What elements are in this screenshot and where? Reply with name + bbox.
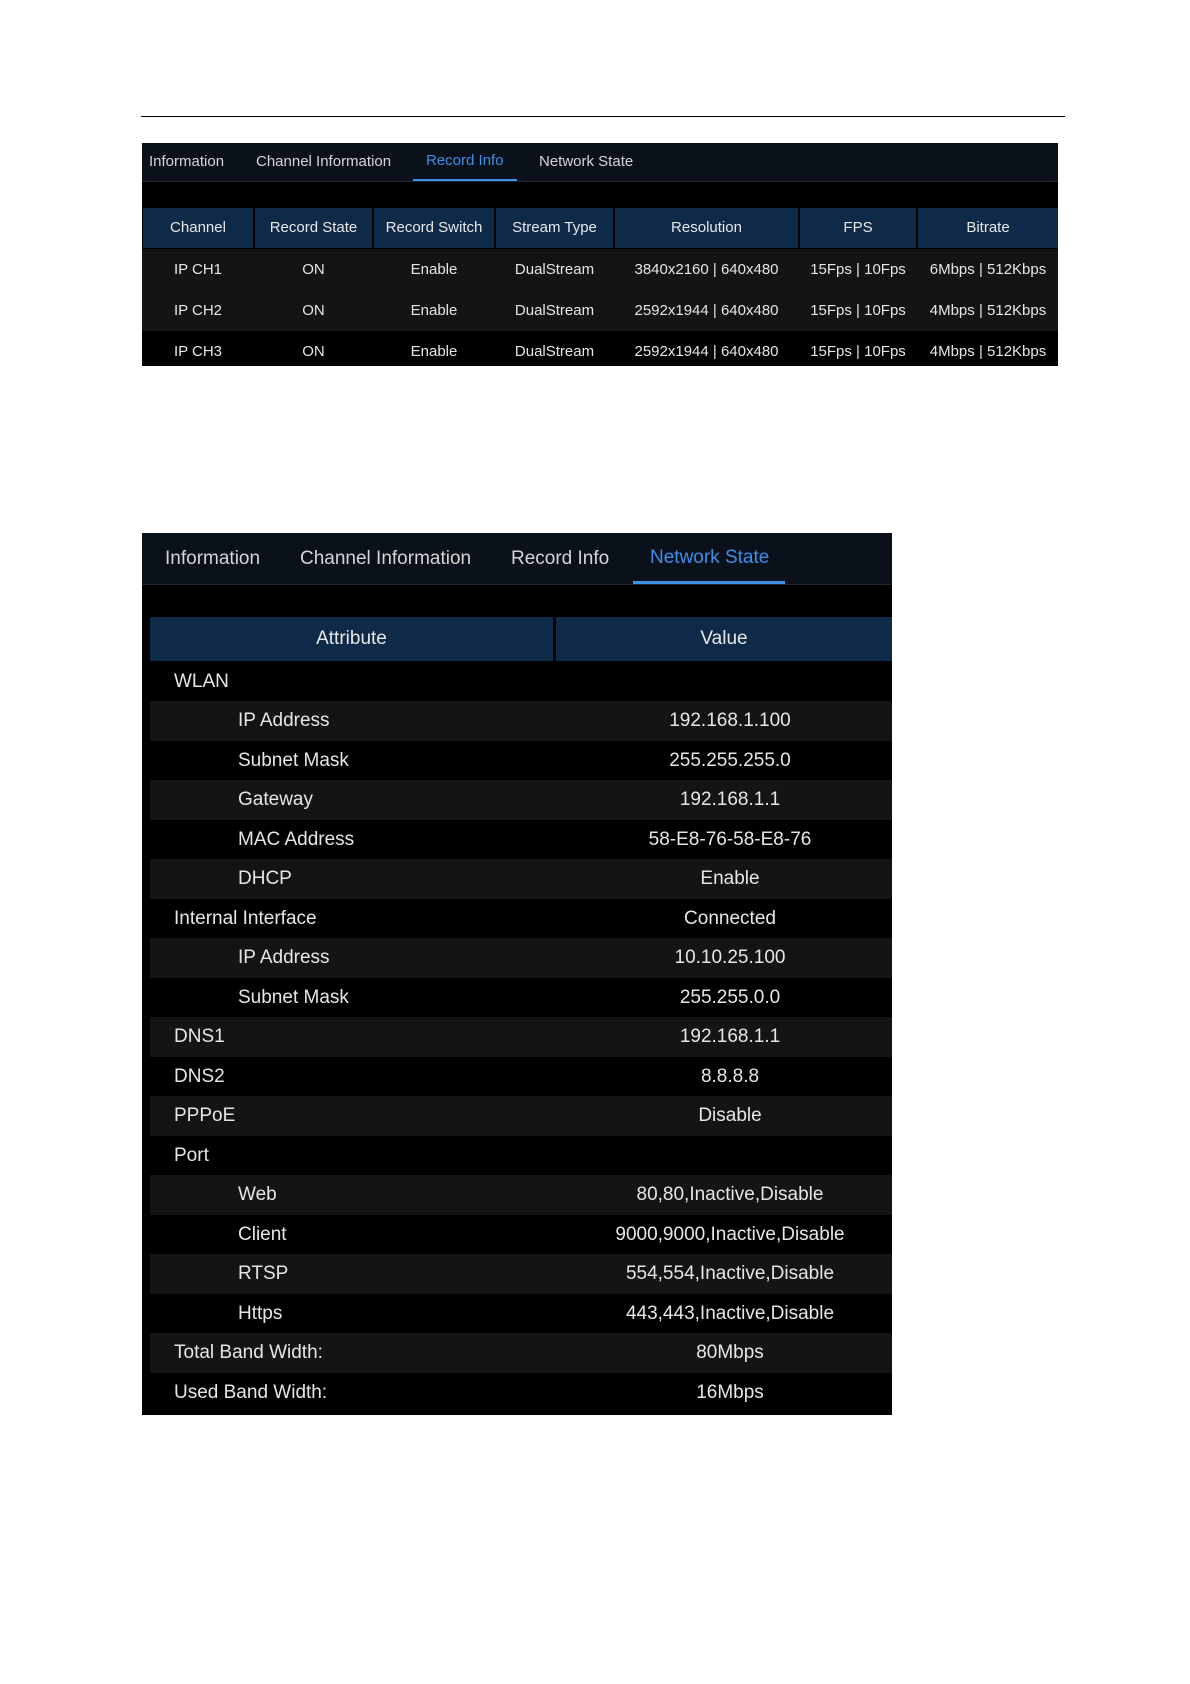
- tab-information[interactable]: Information: [165, 548, 261, 569]
- attribute-cell: IP Address: [238, 947, 330, 968]
- attribute-cell: PPPoE: [174, 1105, 236, 1126]
- cell-channel: IP CH1: [173, 261, 223, 278]
- record-info-panel: [142, 143, 1058, 366]
- value-cell: Connected: [684, 907, 776, 929]
- attribute-cell: Client: [238, 1223, 287, 1245]
- page-header-rule: [141, 116, 1065, 117]
- attribute-cell: Internal Interface: [174, 907, 317, 929]
- value-cell: 9000,9000,Inactive,Disable: [615, 1223, 845, 1245]
- value-cell: 80,80,Inactive,Disable: [636, 1184, 824, 1205]
- tab-network-state[interactable]: Network State: [539, 153, 634, 170]
- cell-record-switch: Enable: [410, 261, 458, 278]
- column-header-bitrate: Bitrate: [918, 208, 1058, 248]
- table-row: [150, 938, 892, 978]
- column-header-channel: Channel: [143, 208, 253, 248]
- table-row: [150, 662, 892, 702]
- attribute-cell: Web: [238, 1184, 277, 1205]
- cell-record-state: ON: [302, 343, 325, 360]
- attribute-cell: DHCP: [238, 868, 292, 889]
- value-cell: [550, 662, 910, 702]
- table-row: [142, 290, 1058, 331]
- table-row: [150, 820, 892, 860]
- cell-resolution: 2592x1944 | 640x480: [634, 302, 779, 319]
- column-header-value: Value: [556, 617, 892, 661]
- attribute-cell: Https: [238, 1302, 283, 1324]
- tab-channel-information[interactable]: Channel Information: [300, 548, 472, 569]
- column-header-record-switch: Record Switch: [374, 208, 494, 248]
- cell-stream-type: DualStream: [514, 343, 595, 360]
- value-cell: 192.168.1.1: [679, 789, 781, 810]
- attribute-cell: WLAN: [174, 670, 229, 692]
- table-row: [142, 331, 1058, 372]
- cell-channel: IP CH2: [173, 302, 223, 319]
- attribute-cell: Subnet Mask: [238, 749, 349, 771]
- table-row: [150, 1175, 892, 1215]
- attribute-cell: DNS2: [174, 1065, 225, 1087]
- tab-bar: [142, 143, 1058, 182]
- attribute-cell: RTSP: [238, 1263, 289, 1284]
- tab-record-info[interactable]: Record Info: [511, 548, 610, 569]
- tab-channel-information[interactable]: Channel Information: [256, 153, 392, 170]
- attribute-cell: Subnet Mask: [238, 986, 349, 1008]
- column-header-resolution: Resolution: [615, 208, 798, 248]
- cell-record-state: ON: [302, 261, 325, 278]
- table-row: [150, 978, 892, 1018]
- tab-bar: [142, 533, 892, 585]
- value-cell: 443,443,Inactive,Disable: [625, 1302, 835, 1324]
- tab-record-info[interactable]: Record Info: [426, 143, 504, 181]
- value-cell: [550, 1136, 910, 1176]
- table-row: [150, 899, 892, 939]
- cell-record-switch: Enable: [410, 343, 458, 360]
- value-cell: 255.255.255.0: [669, 749, 791, 771]
- cell-stream-type: DualStream: [514, 302, 595, 319]
- column-header-record-state: Record State: [255, 208, 372, 248]
- table-row: [150, 1373, 892, 1413]
- table-row: [150, 741, 892, 781]
- table-row: [150, 1136, 892, 1176]
- value-cell: 10.10.25.100: [674, 947, 786, 968]
- value-cell: 554,554,Inactive,Disable: [625, 1263, 835, 1284]
- value-cell: 16Mbps: [696, 1381, 764, 1403]
- cell-stream-type: DualStream: [514, 261, 595, 278]
- value-cell: 192.168.1.1: [679, 1026, 781, 1047]
- value-cell: Enable: [700, 868, 760, 889]
- attribute-cell: Port: [174, 1144, 209, 1166]
- table-row: [150, 1294, 892, 1334]
- table-row: [150, 1017, 892, 1057]
- attribute-cell: Used Band Width:: [174, 1381, 328, 1403]
- cell-resolution: 3840x2160 | 640x480: [634, 261, 779, 278]
- cell-fps: 15Fps | 10Fps: [810, 343, 906, 360]
- attribute-cell: IP Address: [238, 710, 330, 731]
- cell-bitrate: 6Mbps | 512Kbps: [929, 261, 1047, 278]
- column-header-attribute: Attribute: [150, 617, 553, 661]
- cell-bitrate: 4Mbps | 512Kbps: [929, 343, 1047, 360]
- table-row: [150, 1057, 892, 1097]
- table-row: [150, 859, 892, 899]
- column-header-fps: FPS: [800, 208, 916, 248]
- value-cell: 255.255.0.0: [679, 986, 781, 1008]
- attribute-cell: Gateway: [238, 789, 313, 810]
- value-cell: Disable: [698, 1105, 762, 1126]
- column-header-stream-type: Stream Type: [496, 208, 613, 248]
- table-row: [142, 249, 1058, 290]
- attribute-cell: DNS1: [174, 1026, 225, 1047]
- value-cell: 8.8.8.8: [700, 1065, 760, 1087]
- value-cell: 80Mbps: [696, 1342, 764, 1363]
- cell-bitrate: 4Mbps | 512Kbps: [929, 302, 1047, 319]
- cell-record-state: ON: [302, 302, 325, 319]
- network-state-panel: [142, 533, 892, 1415]
- tab-information[interactable]: Information: [149, 153, 225, 170]
- cell-fps: 15Fps | 10Fps: [810, 302, 906, 319]
- attribute-cell: Total Band Width:: [174, 1342, 323, 1363]
- table-row: [150, 1333, 892, 1373]
- value-cell: 192.168.1.100: [669, 710, 791, 731]
- cell-resolution: 2592x1944 | 640x480: [634, 343, 779, 360]
- cell-record-switch: Enable: [410, 302, 458, 319]
- tab-network-state[interactable]: Network State: [650, 533, 769, 584]
- table-row: [150, 1254, 892, 1294]
- table-row: [150, 780, 892, 820]
- table-row: [150, 1215, 892, 1255]
- attribute-cell: MAC Address: [238, 828, 355, 850]
- value-cell: 58-E8-76-58-E8-76: [648, 828, 812, 850]
- table-row: [150, 1096, 892, 1136]
- table-row: [150, 701, 892, 741]
- cell-fps: 15Fps | 10Fps: [810, 261, 906, 278]
- cell-channel: IP CH3: [173, 343, 223, 360]
